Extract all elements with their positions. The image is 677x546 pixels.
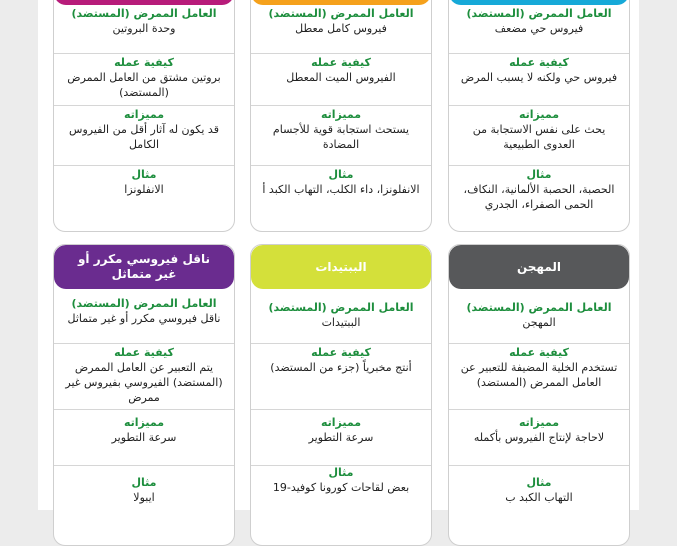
example-value: ايبولا [133,491,155,504]
card-peptides [250,244,432,546]
section-example [449,465,629,546]
features-label: مميزاته [123,108,165,121]
example-label: مثال [131,476,157,489]
how-value: الفيروس الميت المعطل [286,71,396,84]
section-example [54,465,234,546]
example-value: بعض لقاحات كورونا كوفيد-19 [272,481,410,494]
features-label: مميزاته [123,416,165,429]
how-value: أنتج مخبرياً (جزء من المستضد) [270,361,412,374]
how-label: كيفية عمله [114,56,174,69]
example-value: التهاب الكبد ب [505,491,573,504]
section-host [251,293,431,341]
section-host [54,293,234,341]
section-how [449,343,629,410]
card-protein-subunit [53,0,235,232]
section-features [54,105,234,164]
section-host [449,293,629,341]
example-value: الحصبة، الحصبة الألمانية، النكاف، الحمى الصفراء، الجدري [463,183,615,211]
host-value: فيروس حي مضعف [494,22,584,35]
section-features [449,105,629,164]
host-value: فيروس كامل معطل [295,22,387,35]
how-value: بروتين مشتق من العامل الممرض (المستضد) [67,71,221,99]
features-value: لاحاجة لإنتاج الفيروس بأكمله [473,431,605,444]
how-label: كيفية عمله [509,56,569,69]
features-label: مميزاته [320,416,362,429]
card-inactivated-virus [250,0,432,232]
card-attenuated-virus [448,0,630,232]
example-value: الانفلونزا [124,183,164,196]
section-how [251,53,431,106]
example-label: مثال [328,168,354,181]
section-example [449,165,629,232]
host-label: العامل الممرض (المستضد) [466,301,612,314]
card-header-title: المهجن [449,245,629,289]
section-how [251,343,431,410]
section-example [54,165,234,232]
features-value: سرعة التطوير [111,431,177,444]
example-label: مثال [526,476,552,489]
section-how [54,343,234,410]
host-label: العامل الممرض (المستضد) [71,7,217,20]
features-value: سرعة التطوير [308,431,374,444]
section-features [449,409,629,466]
host-value: وحدة البروتين [112,22,176,35]
features-value: يحث على نفس الاستجابة من العدوى الطبيعية [472,123,606,151]
section-host [251,5,431,53]
card-hybrid [448,244,630,546]
how-value: فيروس حي ولكنه لا يسبب المرض [460,71,618,84]
example-label: مثال [131,168,157,181]
example-label: مثال [526,168,552,181]
section-features [251,409,431,466]
example-value: الانفلونزا، داء الكلب، التهاب الكبد أ [262,183,420,196]
card-header-title: ناقل فيروسي مكرر أو غير متماثل [54,245,234,289]
how-label: كيفية عمله [311,346,371,359]
how-value: يتم التعبير عن العامل الممرض (المستضد) الفيروسي بفيروس غير ممرض [65,361,223,404]
host-label: العامل الممرض (المستضد) [71,297,217,310]
host-label: العامل الممرض (المستضد) [268,301,414,314]
section-host [449,5,629,53]
section-features [251,105,431,164]
section-how [54,53,234,106]
features-value: يستحث استجابة قوية للأجسام المضادة [272,123,410,151]
host-label: العامل الممرض (المستضد) [466,7,612,20]
features-label: مميزاته [320,108,362,121]
section-host [54,5,234,53]
host-value: ناقل فيروسي مكرر أو غير متماثل [67,312,221,325]
section-example [251,465,431,546]
section-example [251,165,431,232]
host-label: العامل الممرض (المستضد) [268,7,414,20]
host-value: الببتيدات [321,316,361,329]
host-value: المهجن [522,316,556,329]
how-label: كيفية عمله [114,346,174,359]
features-label: مميزاته [518,416,560,429]
how-label: كيفية عمله [311,56,371,69]
how-label: كيفية عمله [509,346,569,359]
section-features [54,409,234,466]
card-viral-vector [53,244,235,546]
features-label: مميزاته [518,108,560,121]
example-label: مثال [328,466,354,479]
features-value: قد يكون له آثار أقل من الفيروس الكامل [69,123,219,151]
section-how [449,53,629,106]
card-header-title: الببتيدات [251,245,431,289]
how-value: تستخدم الخلية المضيفة للتعبير عن العامل الممرض (المستضد) [460,361,618,389]
